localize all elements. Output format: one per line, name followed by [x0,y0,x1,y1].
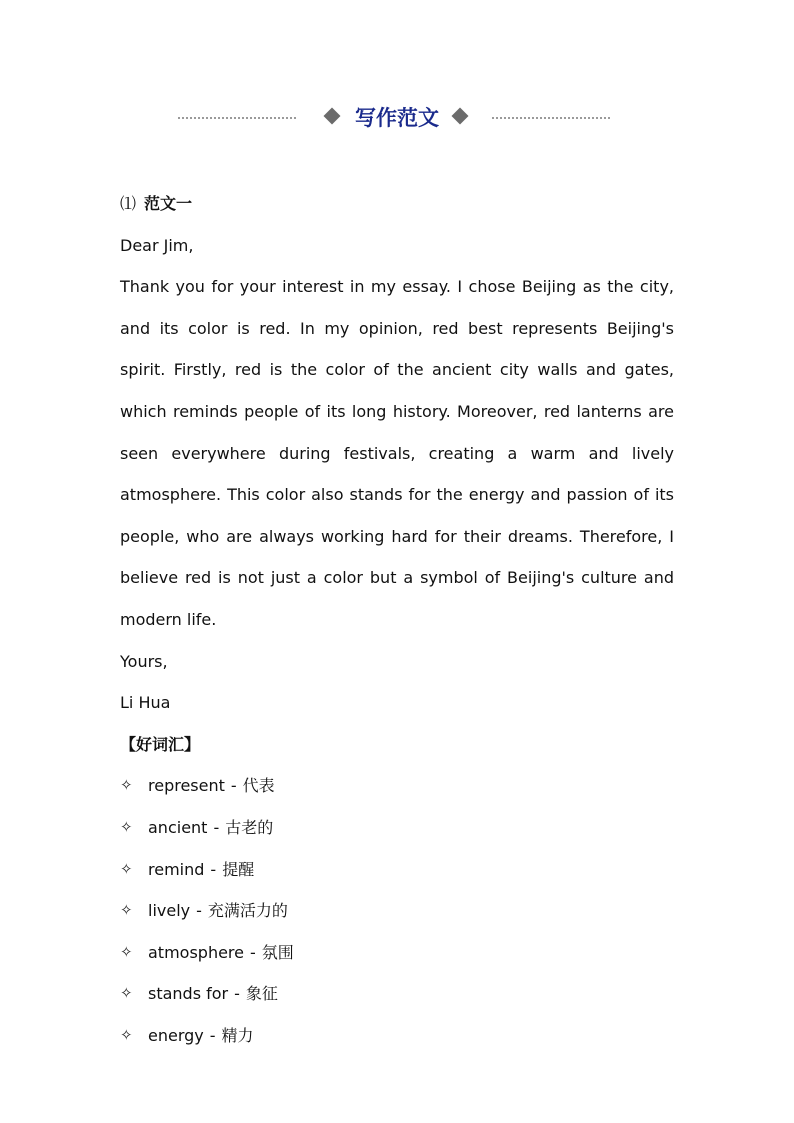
document-content [120,183,674,1056]
vocab-translation: 象征 [245,984,278,1004]
vocab-translation: 充满活力的 [207,901,288,921]
star-bullet-icon: ✧ [120,1025,133,1044]
star-bullet-icon: ✧ [120,942,133,961]
letter-closing: Yours, [120,651,168,671]
vocab-item [120,890,674,932]
vocab-separator: - [196,901,202,921]
diamond-icon-left [324,108,341,125]
vocab-translation: 氛围 [261,942,294,962]
vocab-separator: - [209,1025,216,1045]
vocab-item [120,932,674,974]
star-bullet-icon: ✧ [120,776,133,795]
vocab-item [120,807,674,849]
vocab-separator: - [250,942,256,962]
vocab-heading: 【好词汇】 [120,734,201,754]
letter-body: Thank you for your interest in my essay. I chose Beijing as the city, and its color is red. In my opinion, red best represents Beijing's spirit. Firstly, red is the color of the ancient city walls and gates, which reminds people of its long history. Moreover, red lanterns are seen everywhere during festivals, creating a warm and lively atmosphere. This color also stands for the energy and passion of its people, who are always working hard for their dreams. Therefore, I believe red is not just a color but a symbol of Beijing's culture and modern life. [120,277,674,629]
section-label: 范文一 [144,194,193,213]
vocab-separator: - [213,817,220,837]
star-bullet-icon: ✧ [120,817,133,836]
vocab-item [120,973,674,1015]
section-header [0,100,794,136]
letter-signature: Li Hua [120,693,171,713]
star-bullet-icon: ✧ [120,901,133,920]
vocab-item [120,849,674,891]
vocab-word: atmosphere [148,942,244,962]
vocab-translation: 代表 [242,776,275,796]
vocab-translation: 精力 [221,1025,254,1045]
diamond-icon-right [452,108,469,125]
star-bullet-icon: ✧ [120,859,133,878]
vocab-word: represent [148,776,225,796]
vocab-item [120,765,674,807]
vocab-word: ancient [148,817,208,837]
header-dotted-line-right [492,117,610,119]
header-dotted-line-left [178,117,296,119]
vocab-word: remind [148,859,205,879]
header-title: 写作范文 [355,106,439,130]
vocab-word: stands for [148,984,229,1004]
vocab-translation: 古老的 [225,817,274,837]
letter-greeting: Dear Jim, [120,235,194,255]
section-number: ⑴ [120,194,137,213]
vocab-list [120,765,674,1056]
vocab-separator: - [230,776,237,796]
star-bullet-icon: ✧ [120,984,133,1003]
vocab-separator: - [234,984,240,1004]
vocab-word: lively [148,901,191,921]
sample-essay-title [120,183,674,225]
vocab-translation: 提醒 [222,859,255,879]
vocab-word: energy [148,1025,204,1045]
vocab-item [120,1015,674,1057]
vocab-separator: - [210,859,217,879]
